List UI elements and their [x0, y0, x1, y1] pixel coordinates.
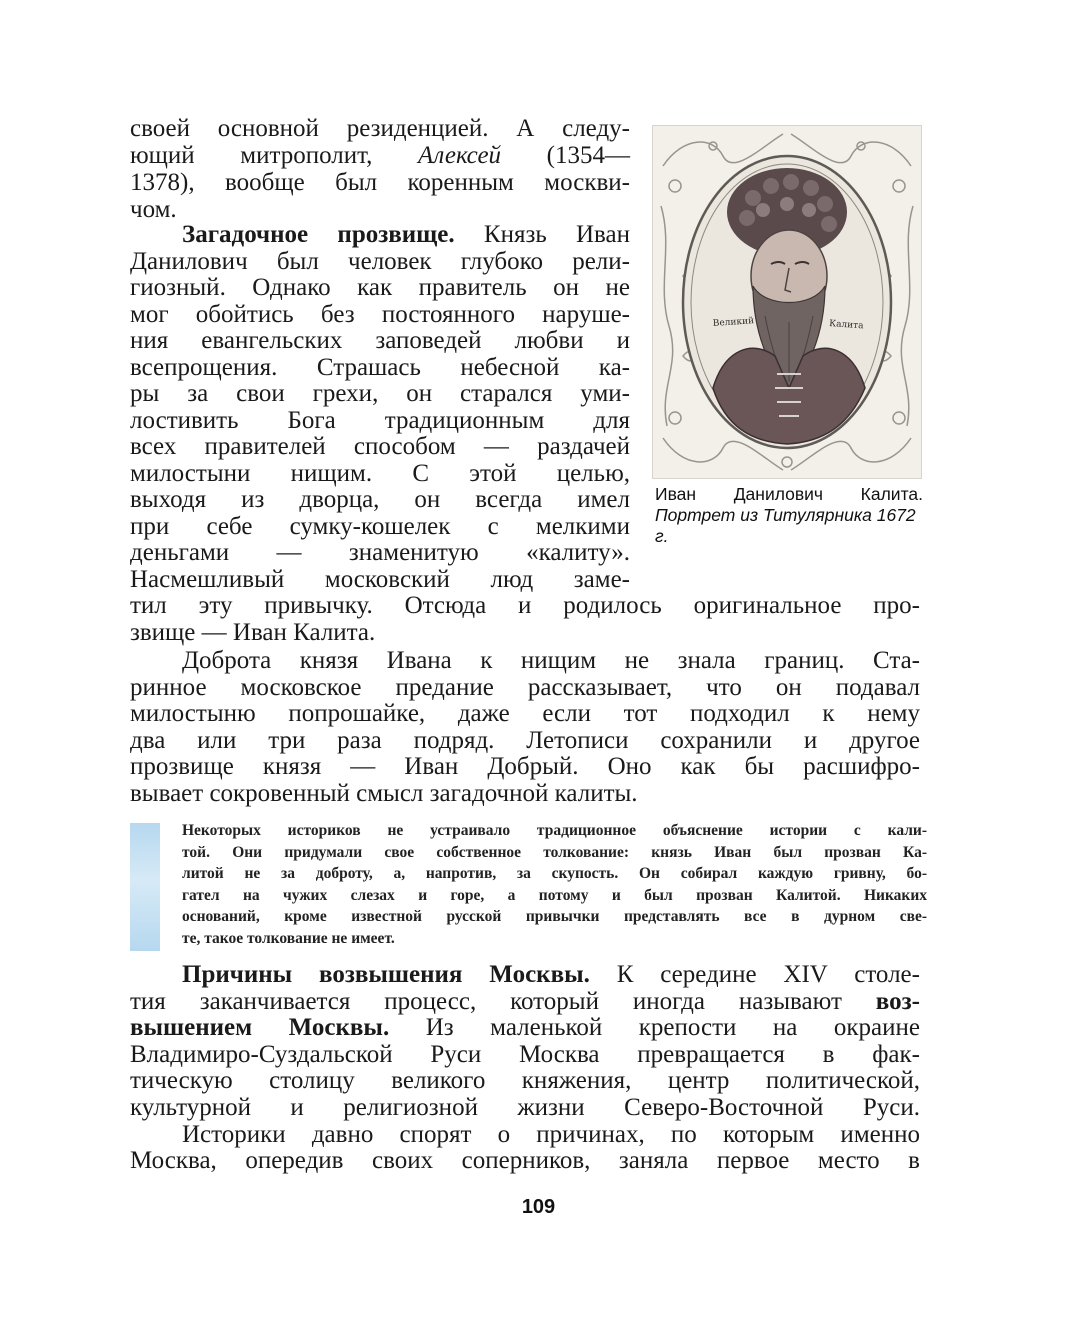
body-line	[130, 1015, 920, 1041]
body-line: лостивить Бога традиционным для	[130, 406, 630, 434]
note-line: Некоторых историков не устраивало традиционное объяснение истории с кали-	[182, 822, 927, 839]
body-line: деньгами — знаменитую «калиту».	[130, 539, 630, 566]
inscription-right: Калита	[828, 319, 864, 332]
page-number: 109	[521, 1196, 556, 1218]
text-run: Владимиро-Суздальской Руси Москва превращается в фак-	[130, 1040, 920, 1068]
portrait-caption	[655, 484, 923, 547]
text-run: чом.	[130, 196, 177, 223]
note-line: те, такое толкование не имеет.	[182, 930, 395, 947]
body-line	[130, 1122, 920, 1148]
inscription-left: Великий	[712, 316, 755, 329]
body-line	[130, 1148, 920, 1174]
text-run: тия заканчивается процесс, который иногда называют	[130, 987, 876, 1015]
body-line: ринное московское предание рассказывает, что он подавал	[130, 673, 920, 701]
text-run: Москва, опередив своих соперников, заняла первое место в	[130, 1147, 920, 1175]
note-line: гател на чужих слезах и горе, а потому и был прозван Калитой. Никаких	[182, 886, 927, 904]
text-run: своей основной резиденцией. А следу-	[130, 115, 630, 142]
historians-note	[130, 818, 925, 953]
body-line: всех правителей способом — раздачей	[130, 433, 630, 460]
body-line: выходя из дворца, он всегда имел	[130, 486, 630, 513]
portrait-illustration	[653, 126, 921, 478]
text-run: воз-	[875, 987, 920, 1015]
note-accent-bar	[130, 823, 160, 951]
body-line: прозвище князя — Иван Добрый. Оно как бы расшифро-	[130, 753, 920, 781]
body-line	[130, 143, 630, 169]
body-line: милостыню попрошайке, даже если тот подходил к нему	[130, 700, 920, 728]
text-run: К середине XIV столе-	[589, 961, 920, 988]
text-run: Алексей	[418, 142, 502, 169]
section-heading-line	[130, 222, 630, 248]
body-line: вывает сокровенный смысл загадочной калиты.	[130, 780, 638, 807]
body-line	[130, 1095, 920, 1121]
text-run: вышением Москвы.	[130, 1014, 390, 1042]
portrait-image	[652, 125, 922, 479]
body-line	[130, 197, 630, 223]
text-run: Князь Иван	[454, 221, 630, 248]
body-line: ры за свои грехи, он старался уми-	[130, 380, 630, 407]
body-line: при себе сумку-кошелек с мелкими	[130, 512, 630, 540]
section-heading: Загадочное прозвище.	[182, 221, 455, 248]
text-run: ющий митрополит,	[130, 142, 419, 169]
text-run: культурной и религиозной жизни Северо-Восточной Руси.	[130, 1094, 920, 1121]
body-line: звище — Иван Калита.	[130, 618, 376, 646]
text-run: тическую столицу великого княжения, центр политической,	[130, 1067, 920, 1095]
body-line: тил эту привычку. Отсюда и родилось оригинальное про-	[130, 592, 920, 619]
body-line	[130, 170, 630, 196]
text-run: (1354—	[501, 142, 630, 169]
body-line: Данилович был человек глубоко рели-	[130, 247, 630, 275]
body-line: мог обойтись без постоянного наруше-	[130, 300, 630, 328]
text-run: 1378), вообще был коренным москви-	[130, 169, 630, 196]
caption-name: Иван Данилович Калита.	[655, 484, 923, 504]
body-line: гиозный. Однако как правитель он не	[130, 274, 630, 301]
text-run: Историки давно спорят о причинах, по которым именно	[182, 1120, 920, 1148]
body-line	[130, 116, 630, 142]
caption-source: Портрет из Титулярника 1672 г.	[655, 505, 916, 546]
body-line: милостыни нищим. С этой целью,	[130, 459, 630, 487]
note-line: той. Они придумали свое собственное толкование: князь Иван был прозван Ка-	[182, 843, 927, 861]
note-line: литой не за доброту, а, напротив, за скупость. Он собирал каждую гривну, бо-	[182, 865, 927, 883]
body-line	[130, 962, 920, 988]
body-line	[130, 989, 920, 1015]
body-line: ния евангельских заповедей любви и	[130, 327, 630, 354]
body-line	[130, 1042, 920, 1068]
text-run: Из маленькой крепости на окраине	[389, 1014, 921, 1042]
body-line: два или три раза подряд. Летописи сохранили и другое	[130, 726, 920, 754]
body-line: Доброта князя Ивана к нищим не знала границ. Ста-	[182, 647, 920, 674]
note-line: оснований, кроме известной русской привычки представлять все в дурном све-	[182, 908, 927, 926]
body-line	[130, 1068, 920, 1094]
body-line: Насмешливый московский люд заме-	[130, 565, 630, 593]
text-run: Причины возвышения Москвы.	[182, 961, 590, 988]
body-line: всепрощения. Страшась небесной ка-	[130, 353, 630, 381]
